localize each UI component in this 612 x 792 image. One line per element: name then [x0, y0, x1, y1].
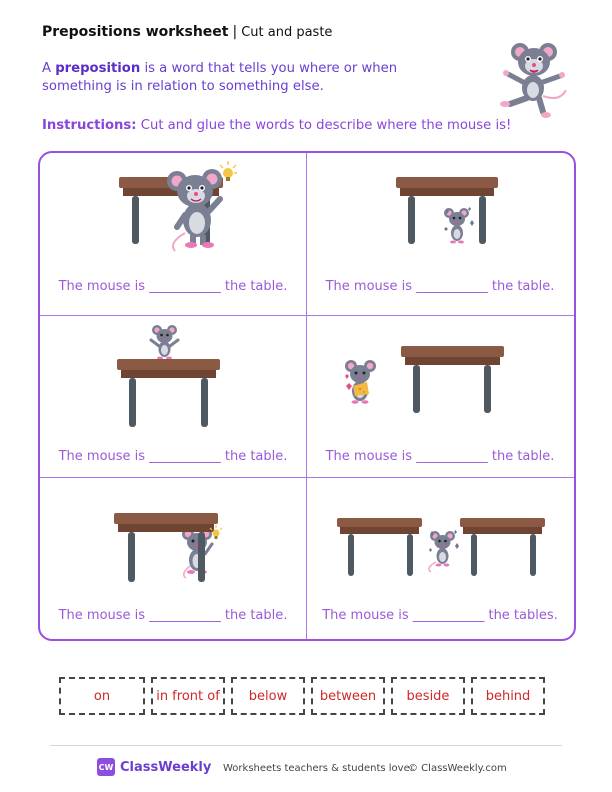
word-card-below[interactable]: below — [231, 677, 305, 715]
answer-blank[interactable]: ___________ — [149, 449, 221, 464]
word-card-behind[interactable]: behind — [471, 677, 545, 715]
exercise-cell — [40, 153, 306, 315]
worksheet-subtitle: Cut and paste — [241, 25, 333, 40]
table-icon — [401, 346, 504, 413]
exercise-cell — [307, 153, 573, 315]
preposition-definition — [42, 60, 462, 96]
exercise-sentence: The mouse is ___________ the tables. — [322, 608, 558, 623]
mouse-icon — [444, 207, 474, 244]
exercise-sentence: The mouse is ___________ the table. — [58, 608, 288, 623]
exercise-cell — [40, 316, 306, 478]
exercise-sentence: The mouse is ___________ the table. — [58, 279, 288, 294]
instructions-text: Cut and glue the words to describe where the mouse is! — [136, 118, 512, 133]
table-icon — [460, 518, 545, 576]
exercise-cell — [307, 316, 573, 478]
mouse-icon — [429, 530, 459, 572]
answer-blank[interactable]: ___________ — [416, 449, 488, 464]
table-icon — [114, 513, 218, 582]
footer-copyright: © ClassWeekly.com — [408, 763, 507, 774]
exercise-sentence: The mouse is ___________ the table. — [58, 449, 288, 464]
table-icon — [337, 518, 422, 576]
brand-name[interactable]: ClassWeekly — [120, 760, 212, 775]
mouse-icon — [182, 528, 212, 578]
word-card-between[interactable]: between — [311, 677, 385, 715]
table-icon — [117, 359, 220, 427]
exercise-cell — [307, 478, 573, 640]
exercise-cell — [40, 478, 306, 640]
exercise-sentence: The mouse is ___________ the table. — [325, 449, 555, 464]
instructions — [42, 118, 511, 133]
answer-blank[interactable]: ___________ — [416, 279, 488, 294]
footer-divider — [50, 745, 562, 746]
word-card-on[interactable]: on — [59, 677, 145, 715]
definition-suffix: is a word that tells you where or when something is in relation to something else. — [42, 61, 398, 94]
footer — [0, 756, 612, 782]
mouse-icon — [167, 169, 222, 251]
exercise-sentence: The mouse is ___________ the table. — [325, 279, 555, 294]
exercise-grid — [38, 151, 576, 641]
answer-blank[interactable]: ___________ — [149, 279, 221, 294]
word-card-beside[interactable]: beside — [391, 677, 465, 715]
answer-blank[interactable]: ___________ — [412, 608, 485, 623]
mouse-icon — [151, 325, 178, 360]
title-separator: | — [232, 24, 238, 40]
classweekly-logo-icon: CW — [97, 758, 115, 776]
answer-blank[interactable]: ___________ — [149, 608, 221, 623]
definition-term: preposition — [55, 61, 141, 76]
definition-prefix: A — [42, 61, 56, 76]
worksheet-title: Prepositions worksheet — [42, 24, 229, 40]
worksheet-header — [42, 24, 332, 40]
mouse-icon — [345, 360, 376, 404]
mouse-mascot-icon — [486, 38, 572, 124]
instructions-label: Instructions: — [42, 118, 137, 133]
footer-tagline: Worksheets teachers & students love. — [223, 763, 413, 774]
word-card-in-front-of[interactable]: in front of — [151, 677, 225, 715]
